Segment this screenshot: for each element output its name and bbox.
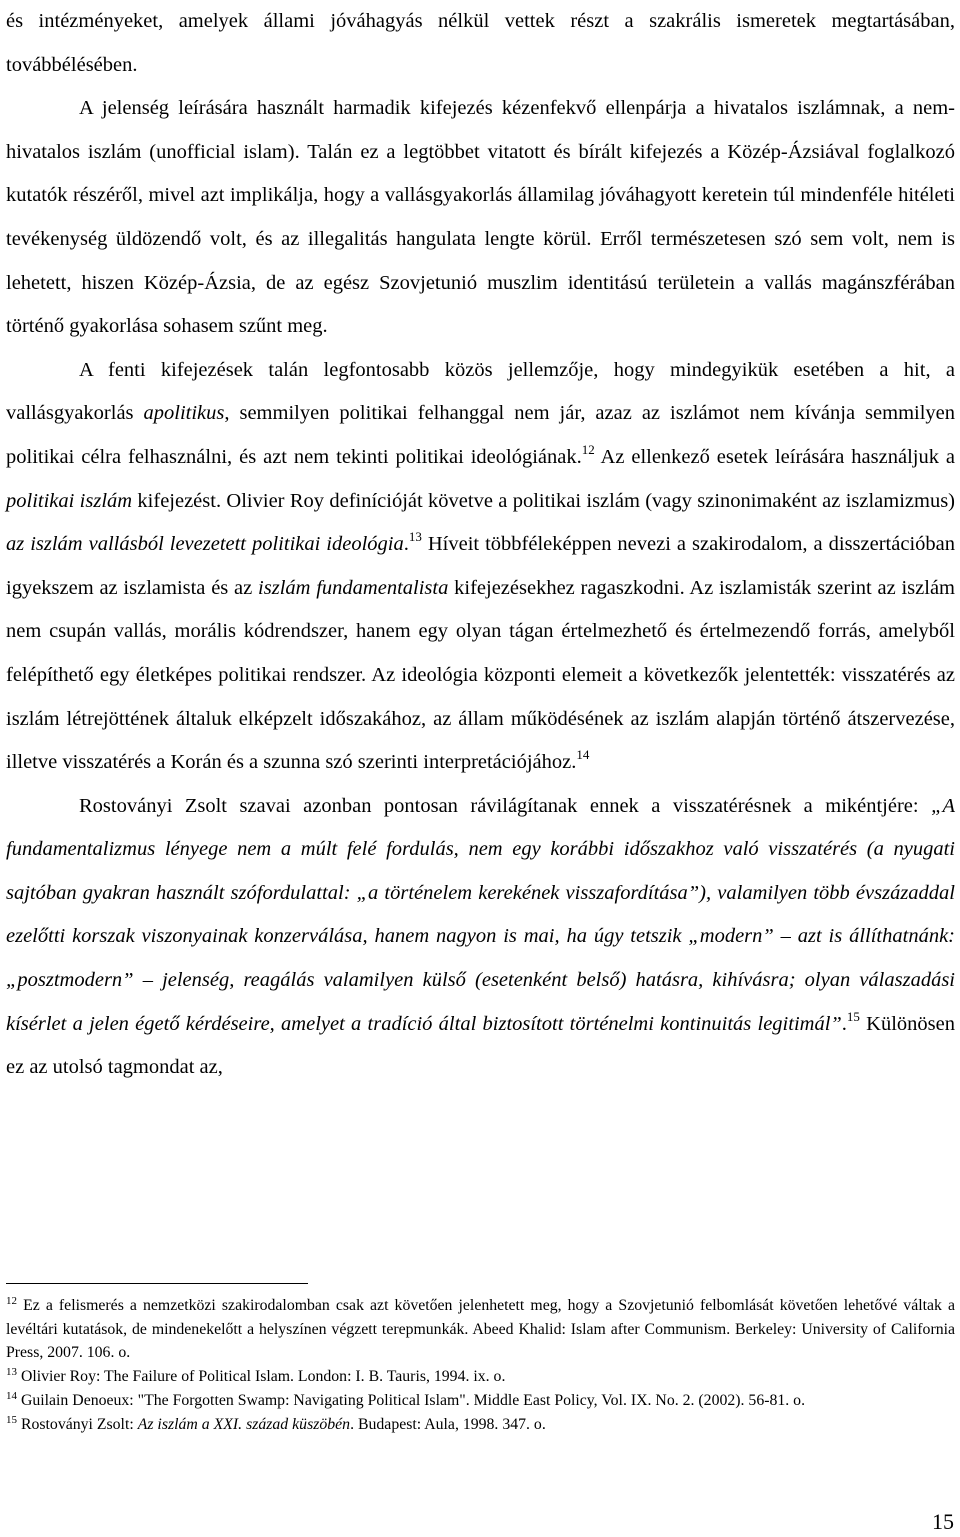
footnote-text: Rostoványi Zsolt: [17, 1415, 138, 1433]
footnote-text: Ez a felismerés a nemzetközi szakirodalomban csak azt követően jelenhetett meg, hogy a Szovjetunió felbomlását követően lehetővé váltak a levéltári kutatások, de mindenekelőtt a helyszínen végzett terepmunkák. Abeed Khalid: Islam after Communism. Berkeley: University of California Press, 2007. 106. o. [6, 1297, 955, 1362]
footnote-text: Olivier Roy: The Failure of Political Islam. London: I. B. Tauris, 1994. ix. o. [17, 1368, 506, 1386]
footnote-ref-13[interactable]: 13 [408, 529, 422, 545]
paragraph-3 [6, 349, 955, 785]
paragraph-1-text: és intézményeket, amelyek állami jóváhagyás nélkül vettek részt a szakrális ismeretek megtartásában, továbbélésében. [6, 10, 955, 76]
text-run: , semmilyen politikai felhanggal nem jár, azaz az iszlámot nem kívánja semmilyen politikai célra felhasználni, és azt nem tekinti politikai ideológiának. [6, 402, 956, 468]
footnote-number: 12 [6, 1295, 17, 1307]
text-run: Az ellenkező esetek leírására használjuk a [594, 445, 955, 468]
italic-run: politikai iszlám [6, 489, 133, 512]
main-text [6, 0, 955, 1090]
text-run: . [403, 533, 409, 556]
text-run: Különösen ez az utolsó tagmondat az, [6, 1012, 955, 1079]
text-run: kifejezést. Olivier Roy definícióját követve a politikai iszlám (vagy szinonimaként az iszlamizmus) [132, 489, 955, 512]
italic-run: apolitikus [143, 402, 225, 425]
paragraph-2 [6, 87, 955, 349]
text-run: kifejezésekhez ragaszkodni. Az iszlamisták szerint az iszlám nem csupán vallás, morális kódrendszer, hanem egy olyan tágan értelmezhető és értelmezendő forrás, amelyből felépíthető egy életképes politikai rendszer. Az ideológia központi elemeit a következők jelentették: visszatérés az iszlám létrejöttének általuk elképzelt időszakához, az állam működésének az iszlám alapján történő átszervezése, illetve visszatérés a Korán és a szunna szó szerinti interpretációjához. [6, 576, 955, 774]
italic-run: az iszlám vallásból levezetett politikai ideológia [6, 533, 404, 556]
footnote-15 [6, 1413, 955, 1437]
footnote-separator [6, 1283, 308, 1284]
footnote-number: 14 [6, 1389, 17, 1402]
book-title: Az iszlám a XXI. század küszöbén [137, 1415, 351, 1433]
footnote-text: . Budapest: Aula, 1998. 347. o. [350, 1415, 546, 1433]
page-number: 15 [932, 1509, 954, 1534]
text-run: Híveit többféleképpen nevezi a szakirodalom, a disszertációban igyekszem az iszlamista és az [6, 533, 955, 599]
paragraph-2-text: A jelenség leírására használt harmadik kifejezés kézenfekvő ellenpárja a hivatalos iszlámnak, a nem-hivatalos iszlám (unofficial islam). Talán ez a legtöbbet vitatott és bírált kifejezés a Közép-Ázsiával foglalkozó kutatók részéről, mivel azt implikálja, hogy a vallásgyakorlás államilag jóváhagyott keretein túl mindenféle hitéleti tevékenység üldözendő volt, és az illegalitás hangulata lengte körül. Erről természetesen szó sem volt, nem is lehetett, hiszen Közép-Ázsia, de az egész Szovjetunió muszlim identitású területein a vallás magánszférában történő gyakorlása sohasem szűnt meg. [6, 97, 955, 338]
footnote-13 [6, 1365, 955, 1389]
footnote-ref-14[interactable]: 14 [576, 747, 590, 763]
paragraph-1 [6, 0, 955, 87]
quotation: „A fundamentalizmus lényege nem a múlt felé fordulás, nem egy korábbi időszakhoz való visszatérés (a nyugati sajtóban gyakran használt szófordulattal: „a történelem kerekének visszafordítása”), valamilyen több évszázaddal ezelőtti korszak viszonyainak konzerválása, hanem nagyon is mai, ha úgy tetszik „modern” – azt is állíthatnánk: „posztmodern” – jelenség, reagálás valamilyen külső (esetenként belső) hatásra, kihívásra; olyan válaszadási kísérlet a jelen égető kérdéseire, amelyet a tradíció által biztosított történelmi kontinuitás legitimál” [6, 794, 955, 1035]
text-run: Rostoványi Zsolt szavai azonban pontosan rávilágítanak ennek a visszatérésnek a mikéntjére: [79, 794, 932, 817]
footnote-number: 13 [6, 1366, 17, 1379]
footnote-number: 15 [6, 1413, 17, 1426]
footnote-text: Guilain Denoeux: "The Forgotten Swamp: Navigating Political Islam". Middle East Policy, Vol. IX. No. 2. (2002). 56-81. o. [17, 1391, 806, 1409]
text-run: . [841, 1012, 847, 1035]
footnotes [6, 1294, 955, 1436]
italic-run: iszlám fundamentalista [258, 576, 449, 599]
footnote-12 [6, 1294, 955, 1365]
paragraph-4 [6, 785, 955, 1090]
footnote-14 [6, 1389, 955, 1413]
footnote-ref-12[interactable]: 12 [581, 441, 595, 457]
text-run: A fenti kifejezések talán legfontosabb közös jellemzője, hogy mindegyikük esetében a hit, a vallásgyakorlás [6, 358, 955, 425]
footnote-ref-15[interactable]: 15 [846, 1008, 860, 1024]
